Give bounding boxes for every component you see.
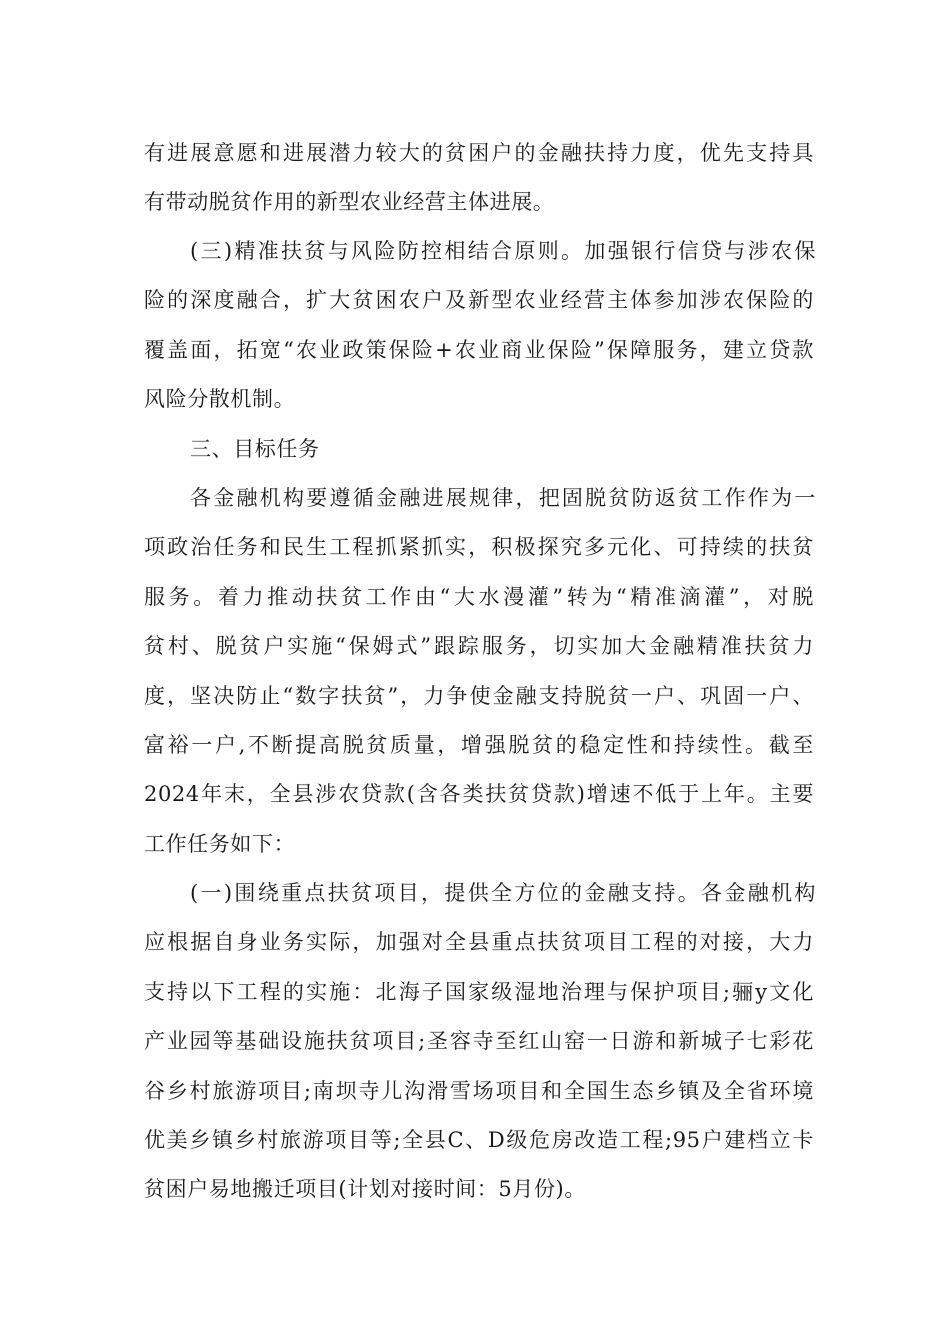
body-text-line: 贫村、脱贫户实施“保姆式”跟踪服务，切实加大金融精准扶贫力 (144, 634, 814, 658)
body-text-line: 各金融机构要遵循金融进展规律，把固脱贫防返贫工作作为一 (190, 486, 816, 510)
body-text-line: 产业园等基础设施扶贫项目;圣容寺至红山窑一日游和新城子七彩花 (144, 1029, 814, 1053)
body-text-line: 应根据自身业务实际，加强对全县重点扶贫项目工程的对接，大力 (144, 930, 814, 954)
body-text-line: 风险分散机制。 (144, 387, 296, 411)
paragraph-heading-line: (一)围绕重点扶贫项目，提供全方位的金融支持。各金融机构 (190, 881, 816, 905)
body-text-line: 服务。着力推动扶贫工作由“大水漫灌”转为“精准滴灌”，对脱 (144, 585, 814, 609)
body-text-line: 度，坚决防止“数字扶贫”，力争使金融支持脱贫一户、巩固一户、 (144, 684, 814, 708)
body-text-line: 工作任务如下： (144, 832, 296, 856)
body-text-line: 2024年末，全县涉农贷款(含各类扶贫贷款)增速不低于上年。主要 (144, 782, 814, 806)
body-text-line: 有进展意愿和进展潜力较大的贫困户的金融扶持力度，优先支持具 (144, 141, 814, 165)
section-heading: 三、目标任务 (190, 437, 320, 461)
body-text-line: 项政治任务和民生工程抓紧抓实，积极探究多元化、可持续的扶贫 (144, 535, 814, 559)
body-text-line: 覆盖面，拓宽“农业政策保险+农业商业保险”保障服务，建立贷款 (144, 338, 814, 362)
body-text-line: 险的深度融合，扩大贫困农户及新型农业经营主体参加涉农保险的 (144, 288, 814, 312)
body-text-line: 贫困户易地搬迁项目(计划对接时间：5月份)。 (144, 1177, 586, 1201)
body-text-line: 谷乡村旅游项目;南坝寺儿沟滑雪场项目和全国生态乡镇及全省环境 (144, 1079, 814, 1103)
body-text-line: 优美乡镇乡村旅游项目等;全县C、D级危房改造工程;95户建档立卡 (144, 1128, 814, 1152)
body-text-line: 支持以下工程的实施：北海子国家级湿地治理与保护项目;骊y文化 (144, 980, 814, 1004)
body-text-line: 有带动脱贫作用的新型农业经营主体进展。 (144, 190, 555, 214)
body-text-line: 富裕一户,不断提高脱贫质量，增强脱贫的稳定性和持续性。截至 (144, 733, 814, 757)
paragraph-heading-line: (三)精准扶贫与风险防控相结合原则。加强银行信贷与涉农保 (190, 239, 816, 263)
